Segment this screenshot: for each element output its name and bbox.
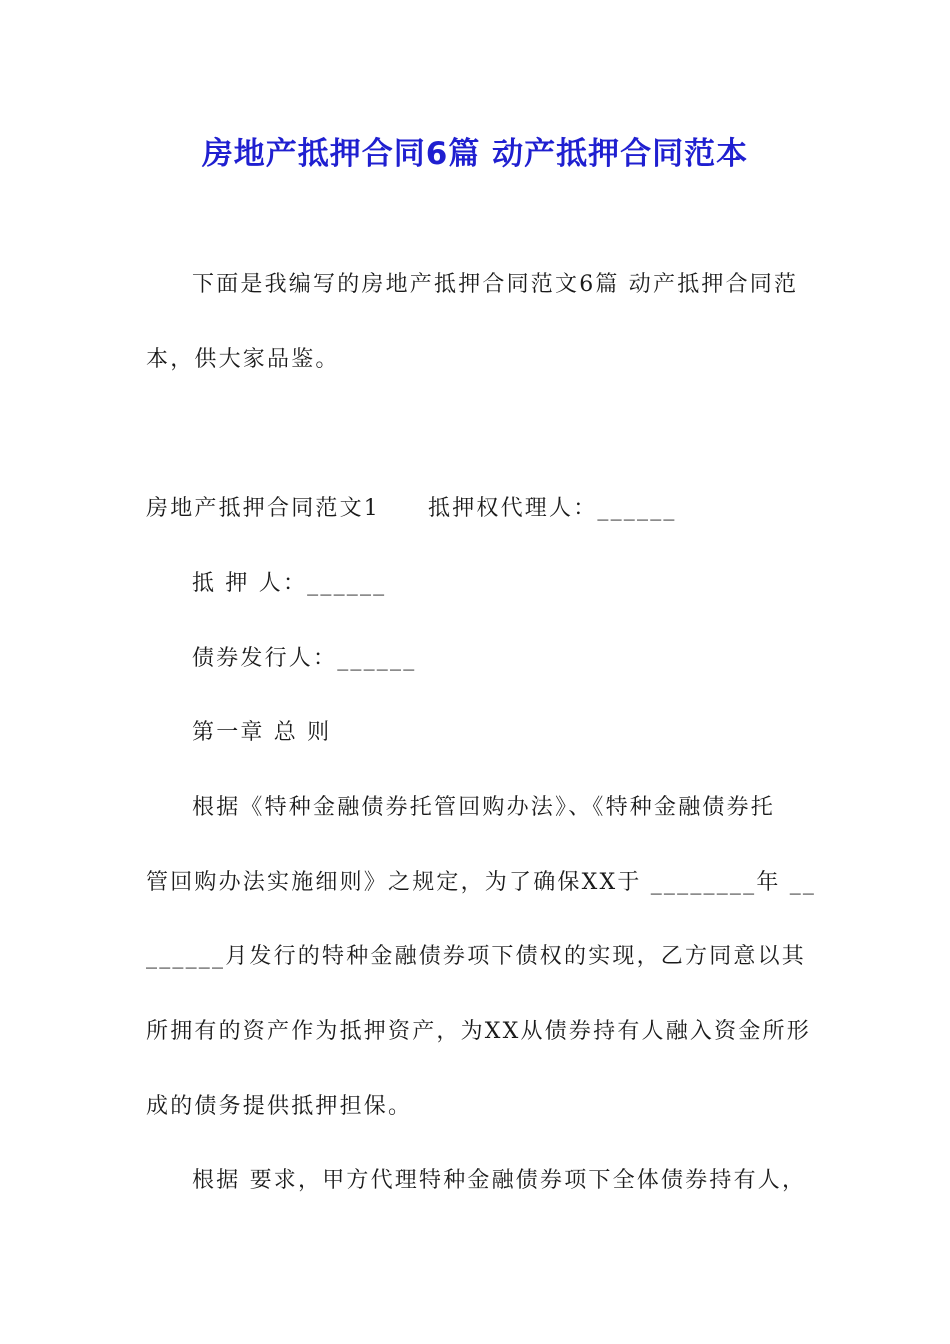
document-title: 房地产抵押合同6篇 动产抵押合同范本 [201,136,749,172]
intro-line-1: 下面是我编写的房地产抵押合同范文6篇 动产抵押合同范 [192,272,799,297]
para1-line-5: 成的债务提供抵押担保。 [146,1094,413,1119]
chapter-heading: 第一章 总 则 [192,720,332,745]
issuer-line: 债券发行人：______ [192,646,417,671]
para1-line-2: 管回购办法实施细则》之规定，为了确保XX于 ________年 __ [146,870,817,895]
para1-line-3: ______月发行的特种金融债券项下债权的实现，乙方同意以其 [146,944,807,969]
section-heading-row [146,494,677,524]
section-heading: 房地产抵押合同范文1 [146,496,380,521]
para1-line-1: 根据《特种金融债券托管回购办法》、《特种金融债券托 [192,795,776,820]
para2-line-1: 根据 要求，甲方代理特种金融债券项下全体债券持有人， [192,1168,807,1193]
mortgagor-line: 抵 押 人：______ [192,571,387,596]
agent-label: 抵押权代理人：______ [428,496,677,521]
para1-line-4: 所拥有的资产作为抵押资产，为XX从债券持有人融入资金所形 [146,1019,811,1044]
intro-line-2: 本，供大家品鉴。 [146,347,340,372]
